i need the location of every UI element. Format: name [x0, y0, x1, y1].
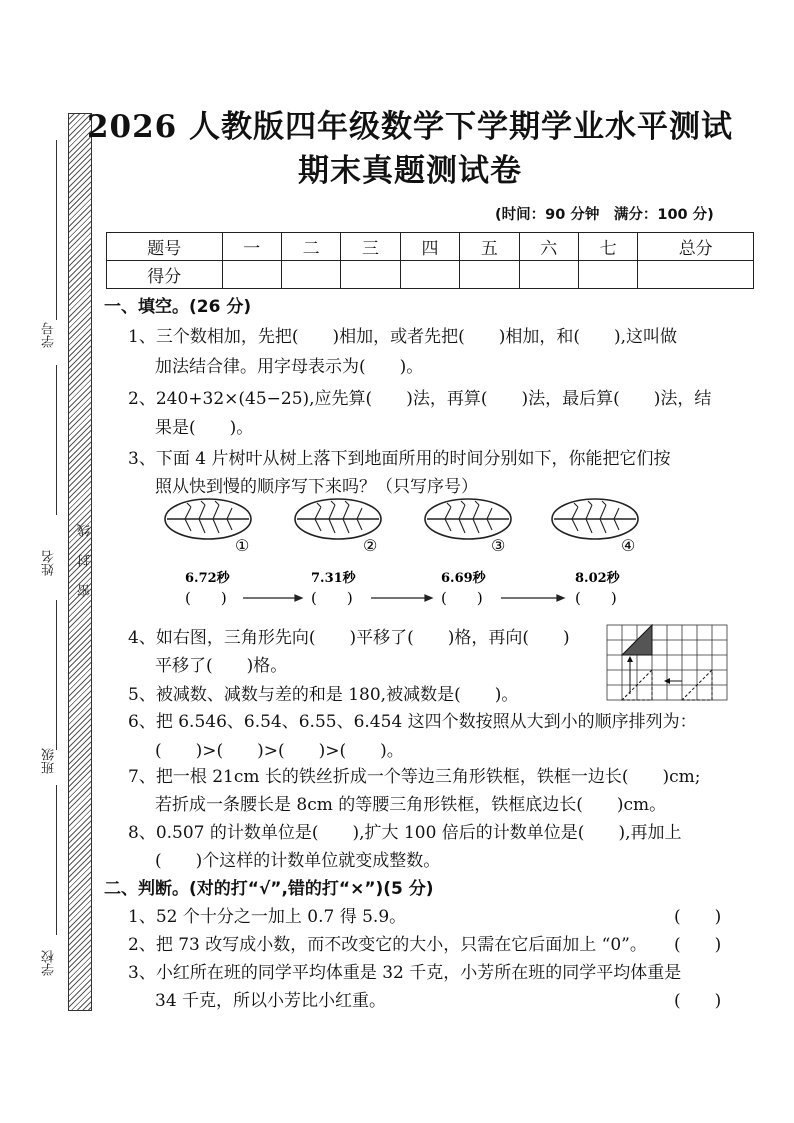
question-3-line2: 照从快到慢的顺序写下来吗？（只写序号） — [155, 477, 478, 497]
binding-line-2 — [56, 365, 57, 515]
section1-heading: 一、填空。(26 分) — [104, 297, 252, 317]
answer-paren[interactable]: ( ) — [185, 589, 227, 607]
score-table — [106, 232, 754, 289]
score-input-cell[interactable] — [222, 261, 281, 289]
leaf-icon — [165, 499, 251, 539]
leaf-number: ② — [363, 536, 378, 555]
question-2-line2: 果是( )。 — [155, 418, 254, 438]
score-cell: 七 — [578, 233, 637, 261]
question-4-line1: 4、如右图，三角形先向( )平移了( )格，再向( ) — [128, 628, 570, 648]
translation-grid-figure — [606, 624, 730, 701]
leaf-time: 7.31秒 — [311, 571, 356, 586]
question-1-line1: 1、三个数相加，先把( )相加，或者先把( )相加，和( ),这叫做 — [128, 327, 678, 347]
leaf-icon — [295, 499, 381, 539]
seal-close-char: 密 — [78, 584, 93, 597]
judge-1: 1、52 个十分之一加上 0.7 得 5.9。 — [128, 907, 407, 927]
question-5: 5、被减数、减数与差的和是 180,被减数是( )。 — [128, 685, 519, 705]
answer-paren[interactable]: ( ) — [575, 589, 617, 607]
score-row-label: 得分 — [107, 261, 223, 289]
question-6-line1: 6、把 6.546、6.54、6.55、6.454 这四个数按照从大到小的顺序排列为： — [128, 712, 697, 732]
question-8-line1: 8、0.507 的计数单位是( ),扩大 100 倍后的计数单位是( ),再加上 — [128, 823, 682, 843]
judge-3-answer[interactable]: ( ) — [674, 991, 722, 1011]
score-cell: 总分 — [638, 233, 754, 261]
leaves-figure — [155, 495, 655, 615]
leaf-icon — [552, 499, 638, 539]
answer-paren[interactable]: ( ) — [311, 589, 353, 607]
question-8-line2: ( )个这样的计数单位就变成整数。 — [155, 851, 441, 871]
judge-1-answer[interactable]: ( ) — [674, 907, 722, 927]
score-input-cell[interactable] — [400, 261, 459, 289]
score-cell: 二 — [281, 233, 340, 261]
section2-heading: 二、判断。(对的打“√”,错的打“×”)(5 分) — [104, 879, 434, 899]
judge-2: 2、把 73 改写成小数，而不改变它的大小，只需在它后面加上 “0”。 — [128, 935, 647, 955]
page-subtitle: 期末真题测试卷 — [298, 153, 522, 189]
score-input-cell[interactable] — [460, 261, 519, 289]
score-table-score-row — [107, 261, 754, 289]
score-input-cell[interactable] — [281, 261, 340, 289]
time-info: (时间：90 分钟 满分：100 分) — [495, 207, 714, 223]
score-input-cell[interactable] — [638, 261, 754, 289]
answer-paren[interactable]: ( ) — [441, 589, 483, 607]
student-no-label: 学号 — [42, 322, 57, 348]
question-7-line1: 7、把一根 21cm 长的铁丝折成一个等边三角形铁框，铁框一边长( )cm; — [128, 767, 701, 787]
judge-2-answer[interactable]: ( ) — [674, 935, 722, 955]
binding-line-3 — [56, 600, 57, 750]
question-1-line2: 加法结合律。用字母表示为( )。 — [155, 357, 424, 377]
school-label: 学校 — [42, 950, 57, 976]
arrow-icon — [243, 595, 564, 601]
page-title: 2026 人教版四年级数学下学期学业水平测试 — [86, 109, 734, 145]
score-cell: 三 — [341, 233, 400, 261]
question-2-line1: 2、240+32×(45−25),应先算( )法，再算( )法，最后算( )法，结 — [128, 389, 712, 409]
judge-3-line1: 3、小红所在班的同学平均体重是 32 千克，小芳所在班的同学平均体重是 — [128, 963, 682, 983]
leaf-time: 6.69秒 — [441, 571, 486, 586]
question-3-line1: 3、下面 4 片树叶从树上落下到地面所用的时间分别如下，你能把它们按 — [128, 449, 671, 469]
score-cell: 四 — [400, 233, 459, 261]
binding-line-4 — [56, 785, 57, 935]
name-label: 姓名 — [42, 550, 57, 576]
class-label: 班级 — [42, 748, 57, 774]
score-input-cell[interactable] — [341, 261, 400, 289]
question-4-line2: 平移了( )格。 — [155, 656, 288, 676]
leaf-number: ④ — [621, 536, 636, 555]
leaf-time: 8.02秒 — [575, 571, 620, 586]
score-cell: 题号 — [107, 233, 223, 261]
score-cell: 六 — [519, 233, 578, 261]
leaf-icon — [425, 499, 511, 539]
judge-3-line2: 34 千克，所以小芳比小红重。 — [155, 991, 387, 1011]
score-cell: 一 — [222, 233, 281, 261]
leaf-number: ① — [235, 536, 250, 555]
leaf-time: 6.72秒 — [185, 571, 230, 586]
score-input-cell[interactable] — [578, 261, 637, 289]
seal-line-char: 线 — [78, 524, 93, 537]
score-input-cell[interactable] — [519, 261, 578, 289]
seal-seal-char: 封 — [78, 554, 93, 567]
question-6-line2: ( )>( )>( )>( )。 — [155, 741, 404, 761]
score-cell: 五 — [460, 233, 519, 261]
leaf-number: ③ — [491, 536, 506, 555]
question-7-line2: 若折成一条腰长是 8cm 的等腰三角形铁框，铁框底边长( )cm。 — [155, 795, 667, 815]
score-table-header-row — [107, 233, 754, 261]
